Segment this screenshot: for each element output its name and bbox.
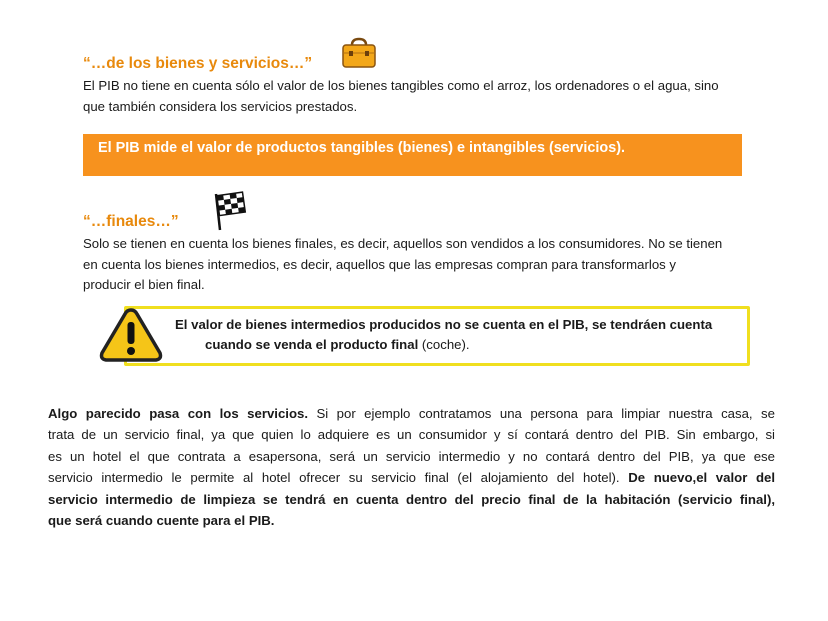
banner-text: El PIB mide el valor de productos tangibles (bienes) e intangibles (servicios).	[98, 140, 625, 156]
warning-line-2: cuando se venda el producto final (coche).	[205, 337, 470, 352]
text-line: Solo se tienen en cuenta los bienes finales, es decir, aquellos son vendidos a los consumidores. No se tienen	[83, 236, 723, 251]
section-heading-bienes-servicios: “…de los bienes y servicios…”	[83, 55, 313, 72]
paragraph-bienes-servicios	[83, 76, 759, 117]
text-line: El PIB no tiene en cuenta sólo el valor de los bienes tangibles como el arroz, los ordenadores o el agua, sino	[83, 78, 719, 93]
text-line: trata de un servicio final, ya que quien lo adquiere es un consumidor y sí contará dentro del PIB. Sin embargo, si	[48, 427, 775, 443]
warning-icon	[98, 305, 164, 365]
text-line: en cuenta los bienes intermedios, es decir, aquellos que las empresas compran para transformarlos y	[83, 256, 677, 272]
text-line: que será cuando cuente para el PIB.	[48, 513, 275, 529]
text-line: producir el bien final.	[83, 277, 205, 292]
key-point-banner	[83, 134, 742, 176]
text-line: servicio intermedio le permite al hotel ofrecer su servicio final (el alojamiento del hotel). De nuevo,el valor del	[48, 470, 776, 486]
warning-line-1: El valor de bienes intermedios producidos no se cuenta en el PIB, se tendráen cuenta	[175, 317, 713, 332]
paragraph-finales	[83, 234, 773, 296]
text-line: que también considera los servicios prestados.	[83, 98, 358, 114]
section-heading-finales: “…finales…”	[83, 213, 179, 230]
checkered-flag-icon	[210, 190, 248, 232]
text-line: servicio intermedio de limpieza se tendrá en cuenta dentro del precio final de la habitación (servicio final),	[48, 491, 775, 507]
text-line: Algo parecido pasa con los servicios. Si por ejemplo contratamos una persona para limpiar nuestra casa, se	[48, 406, 775, 421]
briefcase-icon	[340, 36, 378, 70]
text-line: es un hotel el que contrata a esapersona, será un servicio intermedio y no contará dentro del PIB, ya que ese	[48, 448, 775, 464]
paragraph-servicios	[48, 403, 775, 531]
